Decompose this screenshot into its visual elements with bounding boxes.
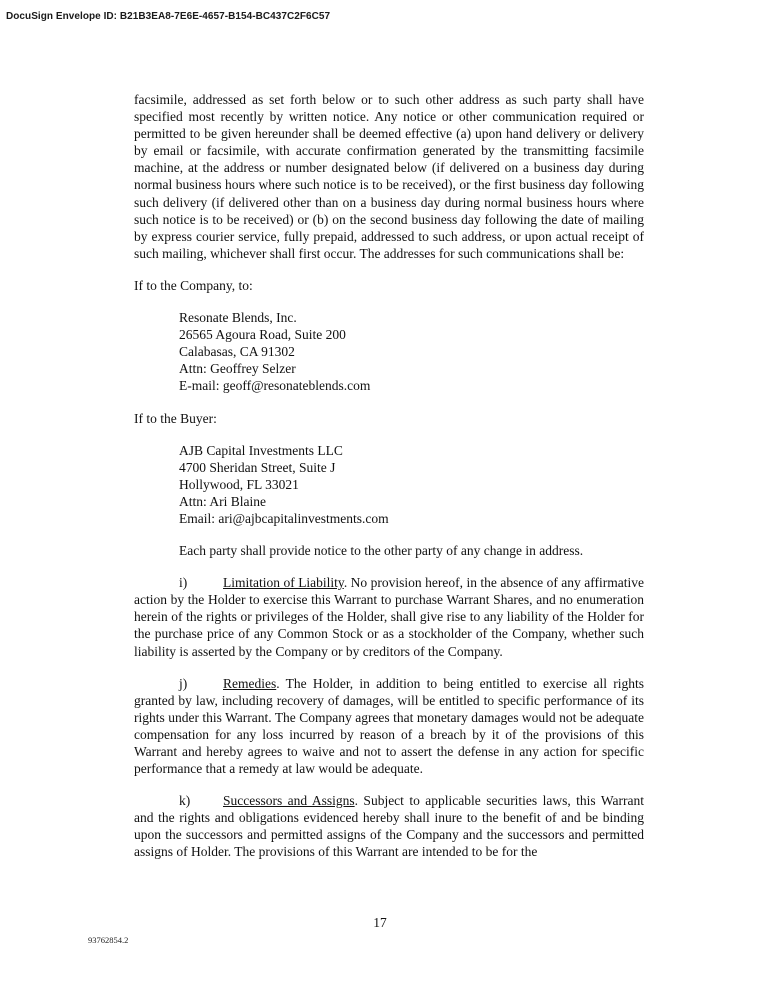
- clause-remedies: [134, 675, 644, 778]
- buyer-address-block: [179, 442, 644, 527]
- buyer-heading: If to the Buyer:: [134, 410, 217, 426]
- clause-text: . The Holder, in addition to being entitled to exercise all rights granted by law, including recovery of damages, will be entitled to specific performance of its rights under this Warrant. The Company agrees that monetary damages would not be adequate compensation for any loss incurred by reason of a breach by it of the provisions of this Warrant and hereby agrees to waive and not to assert the defense in any action for specific performance that a remedy at law would be adequate.: [134, 675, 644, 777]
- buyer-address-line: Email: ari@ajbcapitalinvestments.com: [179, 510, 389, 526]
- change-of-address-notice: Each party shall provide notice to the other party of any change in address.: [179, 543, 584, 559]
- clause-title: Successors and Assigns: [223, 793, 355, 809]
- company-address-line: Resonate Blends, Inc.: [179, 310, 297, 326]
- clause-text: . No provision hereof, in the absence of any affirmative action by the Holder to exercise this Warrant to purchase Warrant Shares, and no enumeration herein of the rights or privileges of the Holder, shall give rise to any liability of the Holder for the purchase price of any Common Stock or as a stockholder of the Company, whether such liability is asserted by the Company or by creditors of the Company.: [134, 575, 644, 659]
- clause-successors-and-assigns: [134, 792, 644, 860]
- buyer-address-line: Attn: Ari Blaine: [179, 493, 266, 509]
- clause-number: k): [179, 793, 191, 809]
- clause-text: . Subject to applicable securities laws, this Warrant and the rights and obligations evidenced hereby shall inure to the benefit of and be binding upon the successors and permitted assigns of the Company and the successors and permitted assigns of Holder. The provisions of this Warrant are intended to be for the: [134, 793, 645, 860]
- clause-number: i): [179, 575, 188, 591]
- notice-intro-paragraph: facsimile, addressed as set forth below or to such other address as such party shall have specified most recently by written notice. Any notice or other communication required or permitted to be given hereunder shall be deemed effective (a) upon hand delivery or delivery by email or facsimile, with accurate confirmation generated by the transmitting facsimile machine, at the address or number designated below (if delivered on a business day during normal business hours where such notice is to be received), or the first business day following such delivery (if delivered other than on a business day during normal business hours where such notice is to be received) or (b) on the second business day following the date of mailing by express courier service, fully prepaid, addressed to such address, or upon actual receipt of such mailing, whichever shall first occur. The addresses for such communications shall be:: [134, 92, 644, 261]
- buyer-address-line: 4700 Sheridan Street, Suite J: [179, 459, 336, 475]
- company-address-line: Calabasas, CA 91302: [179, 344, 295, 360]
- buyer-address-line: Hollywood, FL 33021: [179, 476, 299, 492]
- company-address-line: Attn: Geoffrey Selzer: [179, 361, 296, 377]
- docusign-envelope-id: DocuSign Envelope ID: B21B3EA8-7E6E-4657-B154-BC437C2F6C57: [6, 11, 331, 22]
- company-address-line: E-mail: geoff@resonateblends.com: [179, 378, 371, 394]
- clause-title: Remedies: [223, 675, 277, 691]
- buyer-address-line: AJB Capital Investments LLC: [179, 442, 343, 458]
- page-number: 17: [373, 915, 387, 930]
- clause-number: j): [179, 675, 188, 691]
- document-page-body: [134, 91, 644, 861]
- document-id: 93762854.2: [88, 935, 129, 945]
- company-heading: If to the Company, to:: [134, 277, 253, 293]
- company-address-line: 26565 Agoura Road, Suite 200: [179, 327, 346, 343]
- clause-title: Limitation of Liability: [223, 575, 344, 591]
- clause-limitation-of-liability: [134, 574, 644, 659]
- company-address-block: [179, 309, 644, 394]
